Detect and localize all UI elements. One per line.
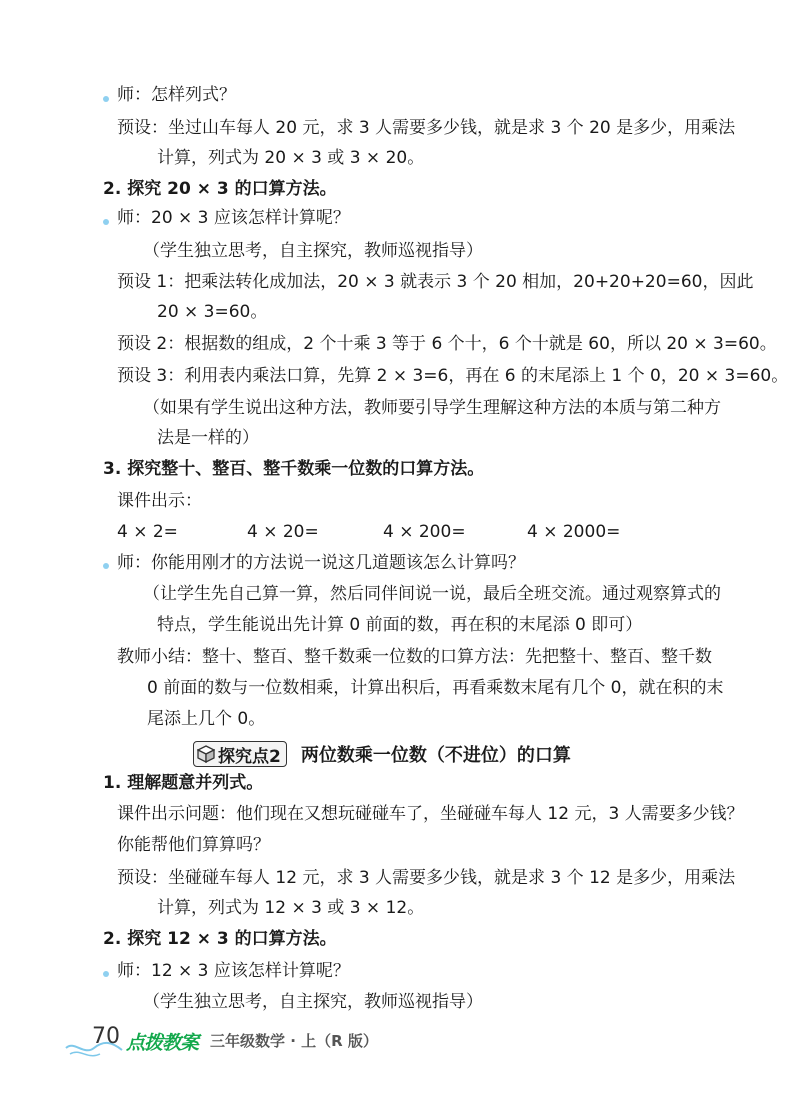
text-line: 你能帮他们算算吗？ — [117, 835, 270, 855]
text-line: 师：20 × 3 应该怎样计算呢？ — [117, 208, 350, 228]
text-line: 预设 1：把乘法转化成加法，20 × 3 就表示 3 个 20 相加，20+20+20=60，因此 — [117, 272, 754, 292]
section-badge — [193, 741, 287, 767]
text-line: 尾添上几个 0。 — [147, 709, 266, 729]
brand-logo: 点拨教案 — [126, 1032, 199, 1054]
subheading: 2. 探究 12 × 3 的口算方法。 — [103, 929, 337, 949]
text-line: 计算，列式为 12 × 3 或 3 × 12。 — [157, 898, 425, 918]
text-line: 课件出示： — [117, 491, 202, 511]
text-line: 特点，学生能说出先计算 0 前面的数，再在积的末尾添 0 即可） — [157, 615, 643, 635]
cube-icon — [197, 745, 215, 763]
text-line: 师：怎样列式？ — [117, 85, 236, 105]
subheading: 3. 探究整十、整百、整千数乘一位数的口算方法。 — [103, 459, 485, 479]
text-line: 20 × 3=60。 — [157, 302, 268, 322]
text-line: 法是一样的） — [157, 428, 259, 448]
subheading: 1. 理解题意并列式。 — [103, 773, 264, 793]
text-line: 预设：坐过山车每人 20 元，求 3 人需要多少钱，就是求 3 个 20 是多少，用乘法 — [117, 118, 736, 138]
text-line: 0 前面的数与一位数相乘，计算出积后，再看乘数末尾有几个 0，就在积的末 — [147, 678, 724, 698]
text-line: （如果有学生说出这种方法，教师要引导学生理解这种方法的本质与第二种方 — [143, 398, 721, 418]
text-line: 师：你能用刚才的方法说一说这几道题该怎么计算吗？ — [117, 553, 525, 573]
text-line: （学生独立思考，自主探究，教师巡视指导） — [143, 241, 483, 261]
text-line: 师：12 × 3 应该怎样计算呢？ — [117, 961, 350, 981]
text-line: 教师小结：整十、整百、整千数乘一位数的口算方法：先把整十、整百、整千数 — [117, 647, 712, 667]
expression: 4 × 2= — [117, 522, 178, 542]
text-line: （学生独立思考，自主探究，教师巡视指导） — [143, 992, 483, 1012]
bullet-dot — [103, 219, 109, 225]
bullet-dot — [103, 563, 109, 569]
footer-subtitle: 三年级数学 · 上（R 版） — [210, 1032, 378, 1050]
bullet-dot — [103, 971, 109, 977]
text-line: 预设 3：利用表内乘法口算，先算 2 × 3=6，再在 6 的末尾添上 1 个 0，20 × 3=60。 — [117, 366, 789, 386]
section-title: 两位数乘一位数（不进位）的口算 — [300, 745, 571, 766]
text-line: 计算，列式为 20 × 3 或 3 × 20。 — [157, 148, 425, 168]
text-line: 课件出示问题：他们现在又想玩碰碰车了，坐碰碰车每人 12 元，3 人需要多少钱？ — [117, 804, 744, 824]
expression: 4 × 2000= — [527, 522, 621, 542]
page-footer — [64, 1022, 424, 1062]
text-line: 预设 2：根据数的组成，2 个十乘 3 等于 6 个十，6 个十就是 60，所以 20 × 3=60。 — [117, 334, 777, 354]
subheading: 2. 探究 20 × 3 的口算方法。 — [103, 179, 337, 199]
text-line: （让学生先自己算一算，然后同伴间说一说，最后全班交流。通过观察算式的 — [143, 584, 721, 604]
bullet-dot — [103, 96, 109, 102]
section-heading — [193, 740, 571, 768]
section-badge-label: 探究点2 — [218, 746, 281, 767]
expression: 4 × 200= — [383, 522, 466, 542]
expression: 4 × 20= — [247, 522, 319, 542]
text-line: 预设：坐碰碰车每人 12 元，求 3 人需要多少钱，就是求 3 个 12 是多少，用乘法 — [117, 868, 736, 888]
page-number: 70 — [92, 1024, 120, 1049]
